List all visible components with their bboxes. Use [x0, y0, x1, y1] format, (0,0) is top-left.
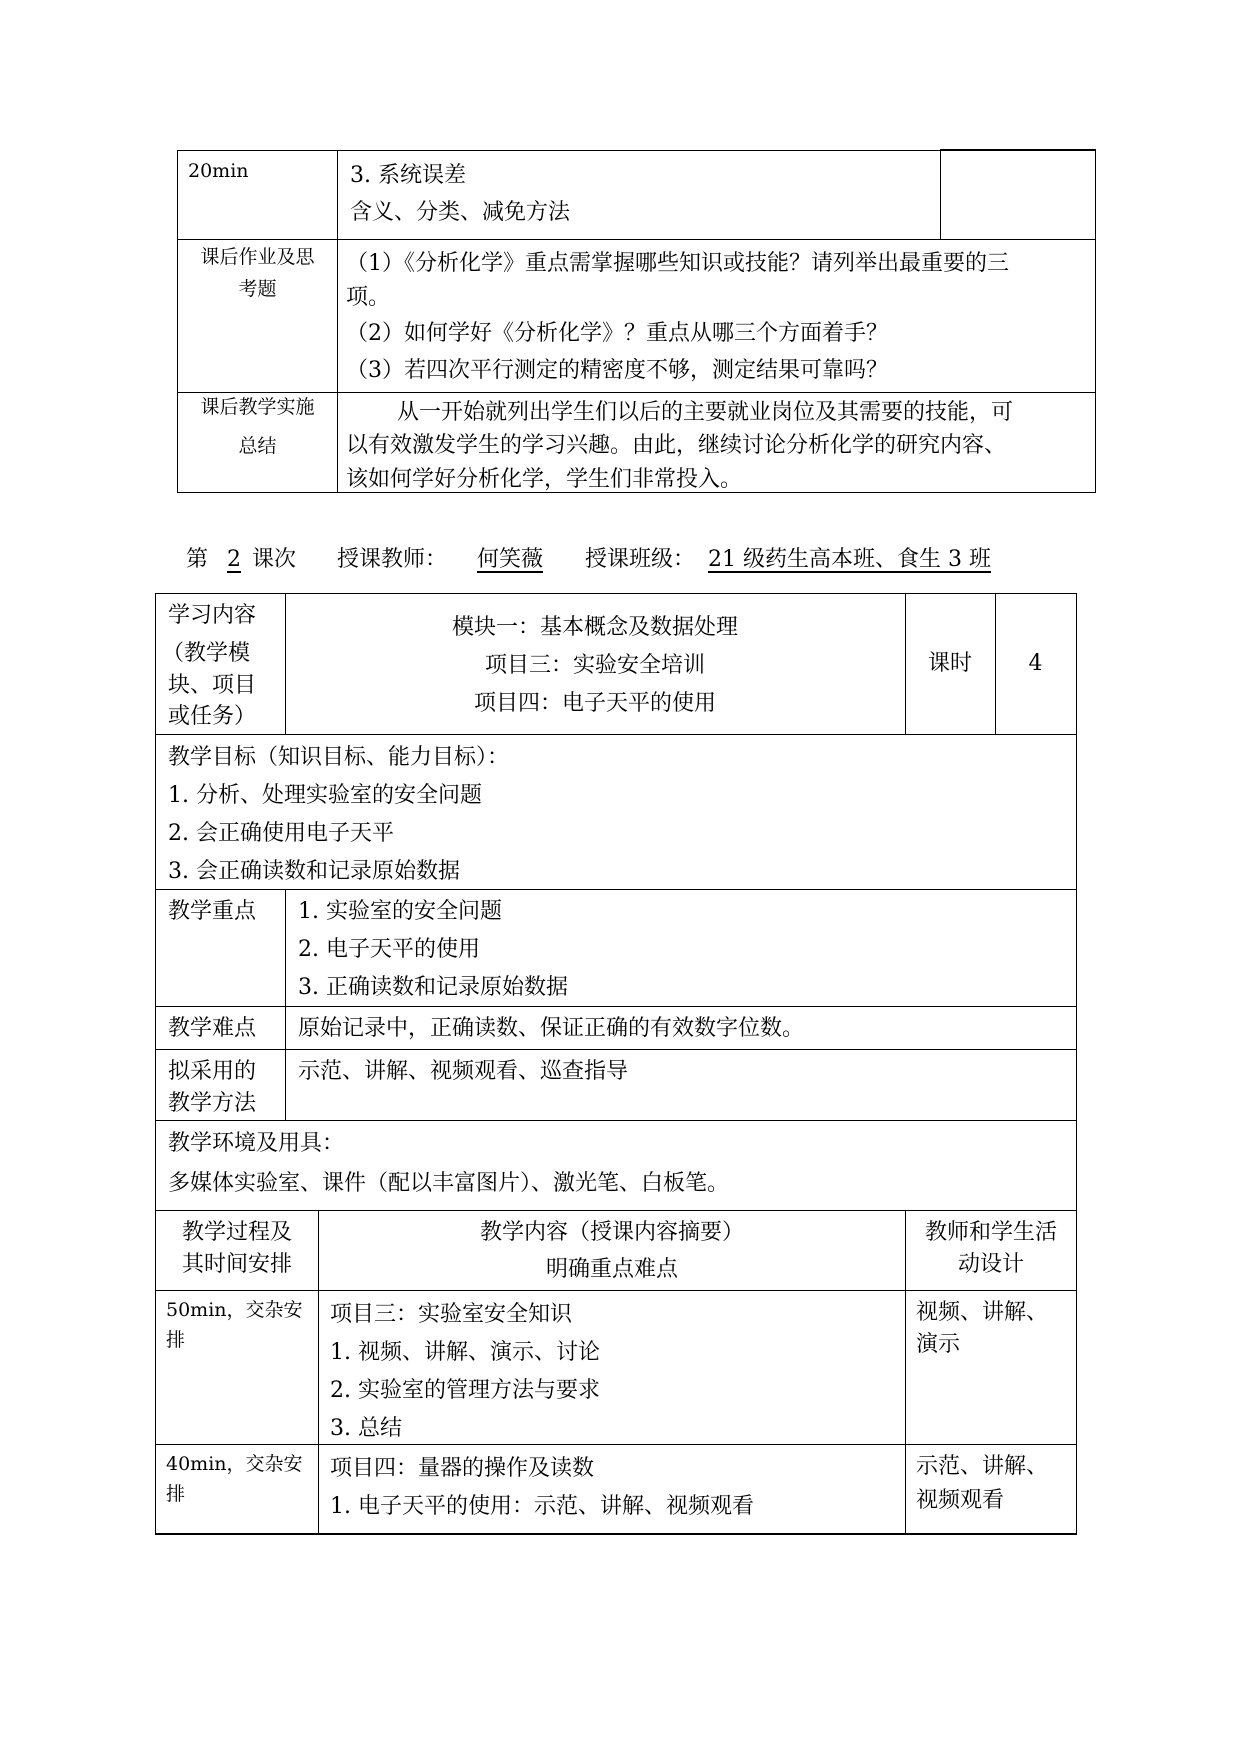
- process-content-line: 项目三：实验室安全知识: [330, 1302, 573, 1327]
- process-time: 排: [166, 1483, 186, 1505]
- class-name: 21 级药生高本班、食生 3 班: [708, 547, 991, 572]
- methods-label: 拟采用的: [168, 1059, 257, 1084]
- process-activity: 演示: [916, 1332, 961, 1357]
- summary-line: 从一开始就列出学生们以后的主要就业岗位及其需要的技能，可: [397, 400, 1014, 425]
- row-time: 20min: [188, 160, 249, 182]
- homework-line: （2）如何学好《分析化学》？重点从哪三个方面着手？: [346, 321, 888, 346]
- process-content-line: 1. 电子天平的使用：示范、讲解、视频观看: [330, 1494, 754, 1519]
- methods-content: 示范、讲解、视频观看、巡查指导: [298, 1059, 629, 1084]
- content-label: 学习内容: [168, 603, 257, 628]
- process-header-time: 教学过程及: [181, 1220, 292, 1245]
- hours-label: 课时: [927, 651, 972, 676]
- process-activity: 示范、讲解、: [916, 1454, 1049, 1479]
- process-header-activity: 动设计: [957, 1252, 1024, 1277]
- process-time: 50min，交杂安: [166, 1299, 303, 1321]
- teacher-label: 授课教师：: [337, 547, 448, 572]
- key-point-item: 2. 电子天平的使用: [298, 937, 480, 962]
- methods-label: 教学方法: [168, 1091, 257, 1116]
- process-activity: 视频观看: [916, 1488, 1005, 1513]
- objectives-title: 教学目标（知识目标、能力目标）：: [168, 745, 510, 770]
- homework-label: 考题: [238, 278, 277, 300]
- process-content-line: 项目四：量器的操作及读数: [330, 1456, 595, 1481]
- hours-value: 4: [1028, 651, 1043, 676]
- content-label: （教学模: [162, 641, 251, 666]
- key-point-item: 3. 正确读数和记录原始数据: [298, 975, 568, 1000]
- process-header-time: 其时间安排: [181, 1252, 292, 1277]
- objective-item: 1. 分析、处理实验室的安全问题: [168, 783, 482, 808]
- row-content-line: 3. 系统误差: [350, 163, 466, 188]
- key-points-label: 教学重点: [168, 899, 257, 924]
- teacher-name: 何笑薇: [476, 547, 543, 572]
- process-activity: 视频、讲解、: [916, 1300, 1049, 1325]
- process-content-line: 2. 实验室的管理方法与要求: [330, 1378, 600, 1403]
- objective-item: 3. 会正确读数和记录原始数据: [168, 859, 460, 884]
- content-line: 项目三：实验安全培训: [484, 653, 705, 678]
- key-point-item: 1. 实验室的安全问题: [298, 899, 502, 924]
- summary-label: 总结: [238, 435, 277, 457]
- homework-label: 课后作业及思: [200, 246, 315, 268]
- environment-title: 教学环境及用具：: [168, 1131, 345, 1156]
- content-label: 或任务）: [168, 704, 257, 729]
- content-label: 块、项目: [168, 673, 257, 698]
- content-line: 模块一：基本概念及数据处理: [451, 615, 738, 640]
- process-content-line: 3. 总结: [330, 1416, 402, 1441]
- summary-line: 以有效激发学生的学习兴趣。由此，继续讨论分析化学的研究内容、: [346, 433, 1007, 458]
- homework-line: （1）《分析化学》重点需掌握哪些知识或技能？请列举出最重要的三: [346, 251, 1009, 276]
- environment-content: 多媒体实验室、课件（配以丰富图片）、激光笔、白板笔。: [168, 1171, 730, 1196]
- process-header-content: 教学内容（授课内容摘要）: [479, 1220, 744, 1245]
- row-content-line: 含义、分类、减免方法: [350, 200, 571, 225]
- homework-line: （3）若四次平行测定的精密度不够，测定结果可靠吗？: [346, 358, 888, 383]
- difficulty-content: 原始记录中，正确读数、保证正确的有效数字位数。: [298, 1016, 805, 1041]
- process-time: 40min，交杂安: [166, 1453, 303, 1475]
- homework-line: 项。: [346, 285, 391, 310]
- lesson-number: 2: [227, 547, 241, 572]
- content-line: 项目四：电子天平的使用: [473, 691, 716, 716]
- process-time: 排: [166, 1329, 186, 1351]
- summary-label: 课后教学实施: [200, 396, 315, 418]
- lesson-prefix: 第: [186, 547, 209, 572]
- objective-item: 2. 会正确使用电子天平: [168, 821, 394, 846]
- process-header-activity: 教师和学生活: [924, 1220, 1057, 1245]
- difficulty-label: 教学难点: [168, 1016, 257, 1041]
- class-label: 授课班级：: [585, 547, 696, 572]
- process-content-line: 1. 视频、讲解、演示、讨论: [330, 1340, 600, 1365]
- process-header-content: 明确重点难点: [545, 1257, 678, 1282]
- lesson-suffix: 课次: [252, 547, 297, 572]
- summary-line: 该如何学好分析化学，学生们非常投入。: [346, 467, 743, 492]
